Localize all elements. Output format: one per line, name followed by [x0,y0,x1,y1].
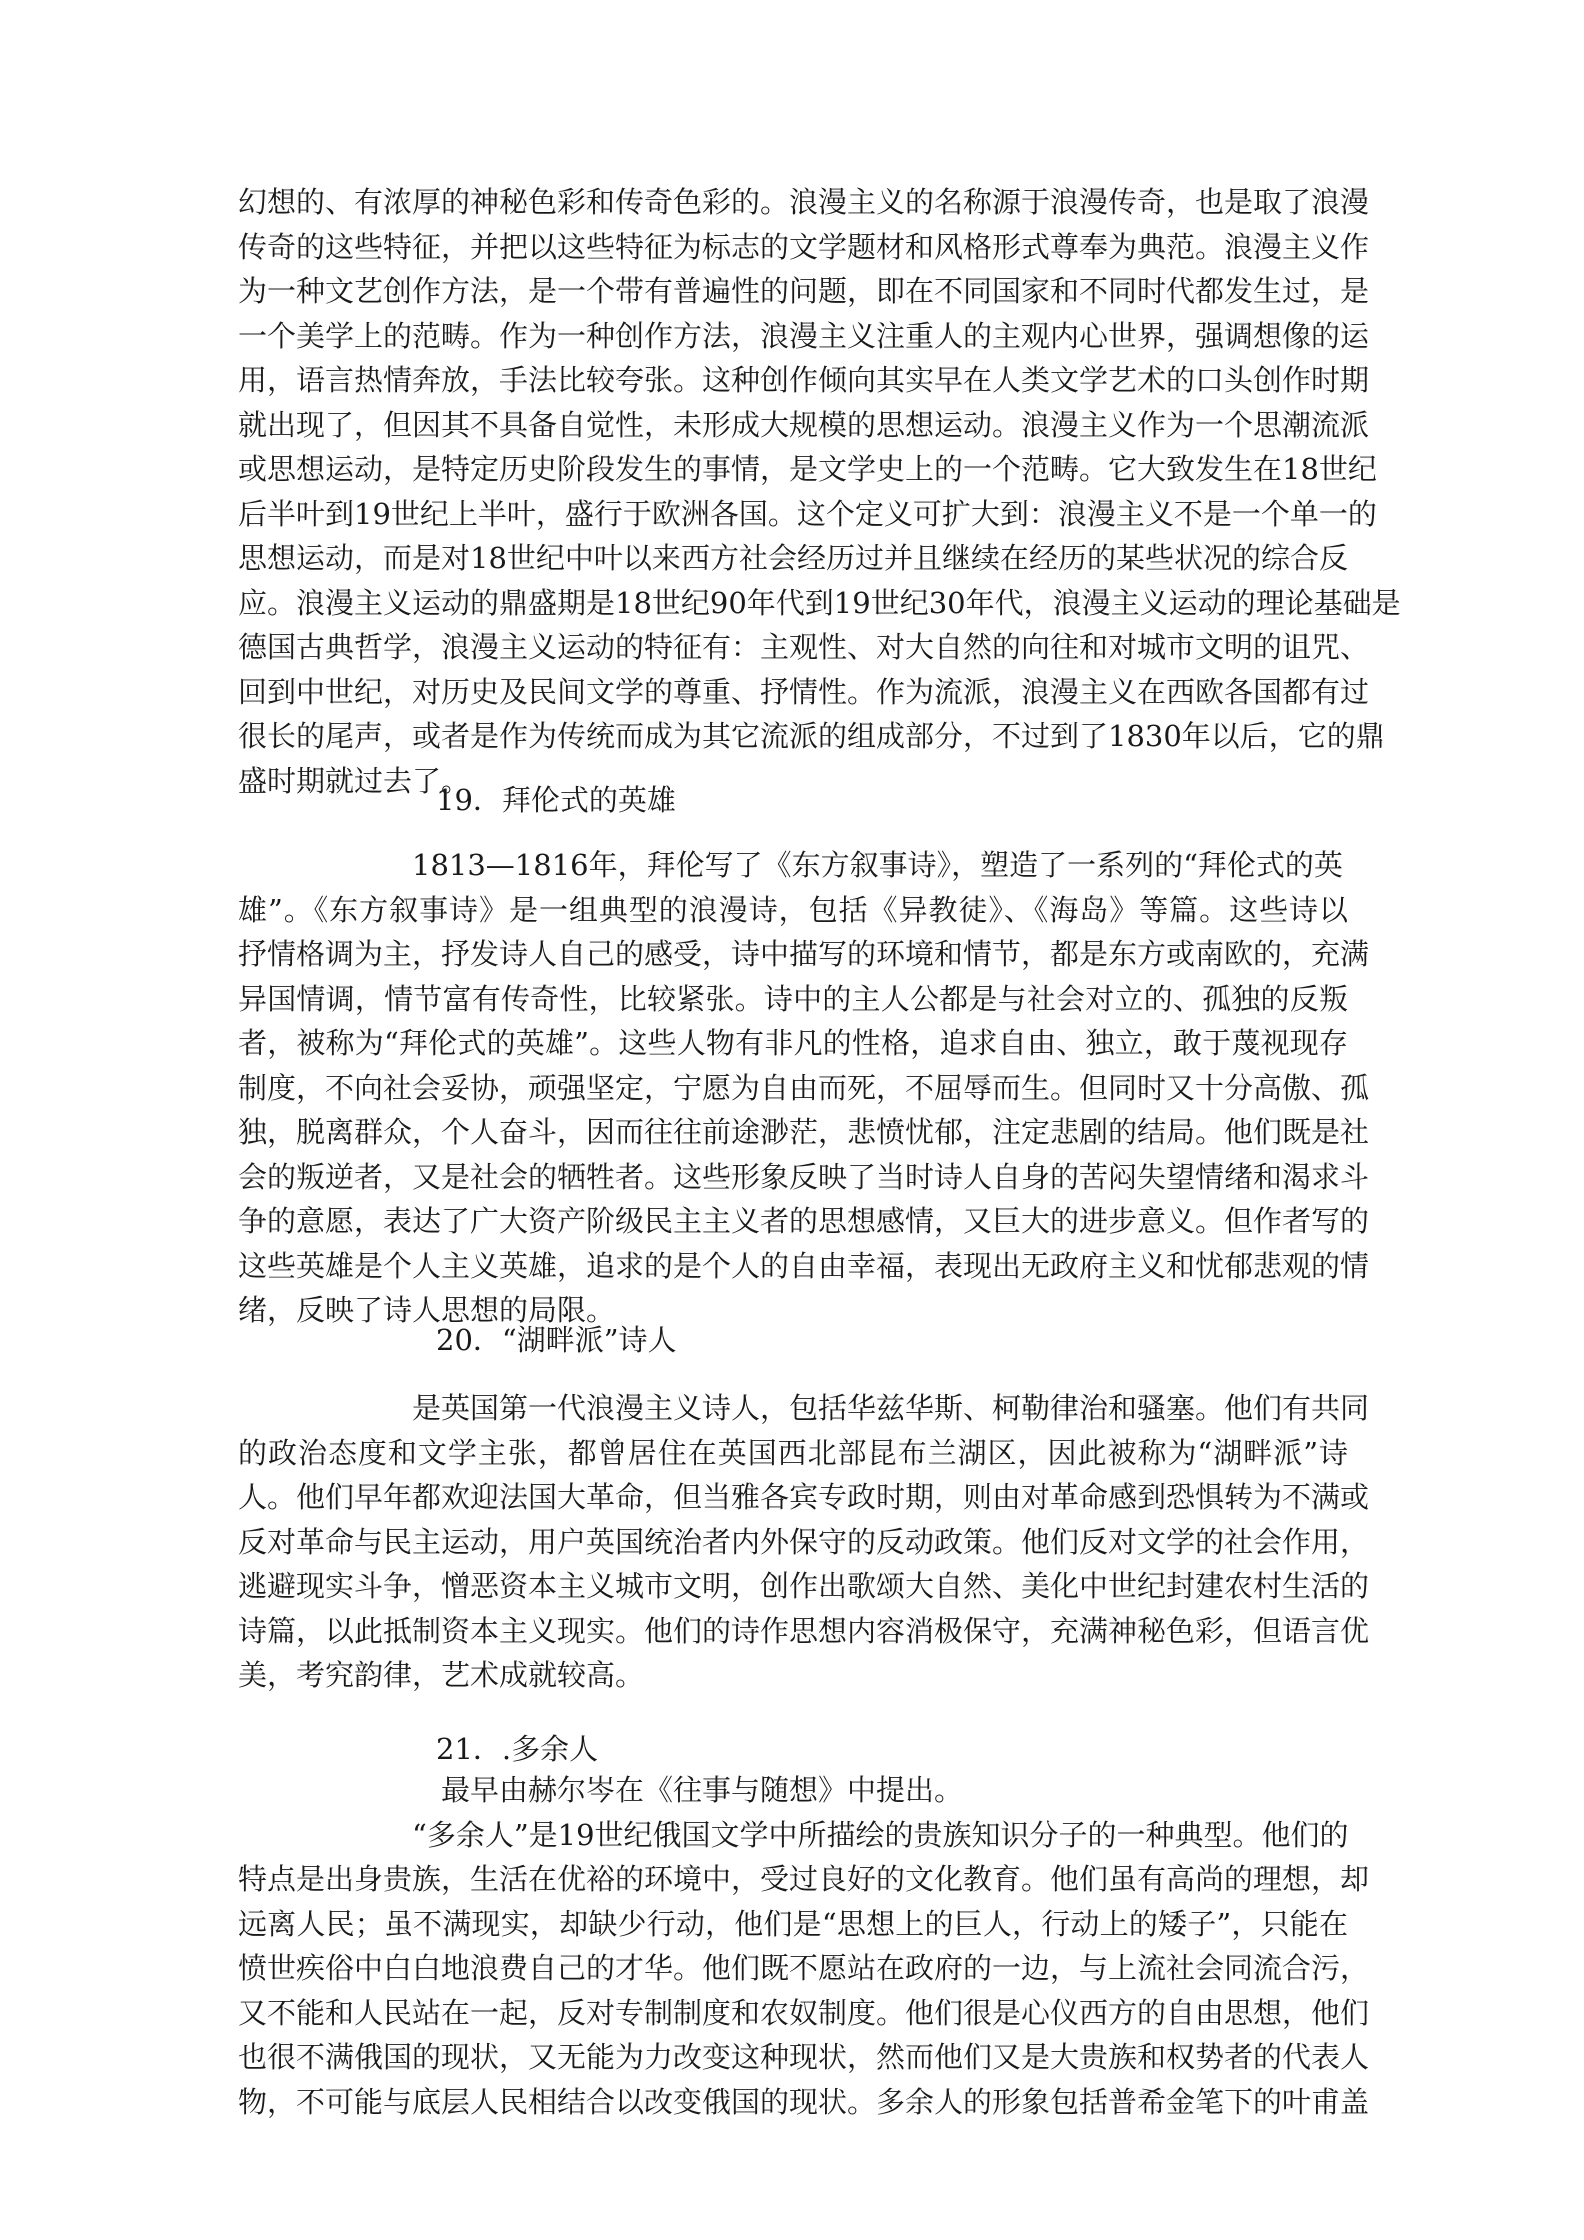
text-line: 传奇的这些特征，并把以这些特征为标志的文学题材和风格形式尊奉为典范。浪漫主义作 [238,229,1370,264]
text-line: 思想运动，而是对18世纪中叶以来西方社会经历过并且继续在经历的某些状况的综合反 [238,541,1348,575]
text-line: 为一种文艺创作方法，是一个带有普遍性的问题，即在不同国家和不同时代都发生过，是 [238,274,1370,308]
text-line: 也很不满俄国的现状，又无能为力改变这种现状，然而他们又是大贵族和权势者的代表人 [238,2040,1370,2074]
text-line: 1813—1816年，拜伦写了《东方叙事诗》，塑造了一系列的“拜伦式的英 [412,848,1343,882]
section-heading-19: 19．拜伦式的英雄 [436,783,676,817]
text-line: 独，脱离群众，个人奋斗，因而往往前途渺茫，悲愤忧郁，注定悲剧的结局。他们既是社 [238,1115,1370,1149]
text-line: 德国古典哲学，浪漫主义运动的特征有：主观性、对大自然的向往和对城市文明的诅咒、 [238,630,1370,664]
text-line: 回到中世纪，对历史及民间文学的尊重、抒情性。作为流派，浪漫主义在西欧各国都有过 [238,674,1370,709]
text-line: 是英国第一代浪漫主义诗人，包括华兹华斯、柯勒律治和骚塞。他们有共同 [412,1391,1370,1425]
paragraph-lake-poets [238,1386,1370,1698]
text-line: 最早由赫尔岑在《往事与随想》中提出。 [441,1773,964,1807]
text-line: 一个美学上的范畴。作为一种创作方法，浪漫主义注重人的主观内心世界，强调想像的运 [238,318,1370,353]
text-line: 应。浪漫主义运动的鼎盛期是18世纪90年代到19世纪30年代，浪漫主义运动的理论基础是 [238,585,1401,620]
text-line: 美，考究韵律，艺术成就较高。 [238,1658,645,1692]
text-line: 逃避现实斗争，憎恶资本主义城市文明，创作出歌颂大自然、美化中世纪封建农村生活的 [238,1569,1370,1603]
text-line: 物，不可能与底层人民相结合以改变俄国的现状。多余人的形象包括普希金笔下的叶甫盖 [238,2084,1370,2119]
text-line: 盛时期就过去了。 [238,763,471,798]
text-line: 雄”。《东方叙事诗》是一组典型的浪漫诗，包括《异教徒》、《海岛》等篇。这些诗以 [238,892,1348,927]
text-line: 愤世疾俗中白白地浪费自己的才华。他们既不愿站在政府的一边，与上流社会同流合污， [238,1951,1370,1985]
text-line: 诗篇，以此抵制资本主义现实。他们的诗作思想内容消极保守，充满神秘色彩，但语言优 [238,1613,1370,1648]
text-line: 特点是出身贵族，生活在优裕的环境中，受过良好的文化教育。他们虽有高尚的理想，却 [238,1862,1370,1896]
text-line: 后半叶到19世纪上半叶，盛行于欧洲各国。这个定义可扩大到：浪漫主义不是一个单一的 [238,496,1377,531]
text-line: 就出现了，但因其不具备自觉性，未形成大规模的思想运动。浪漫主义作为一个思潮流派 [238,407,1370,442]
text-line: 抒情格调为主，抒发诗人自己的感受，诗中描写的环境和情节，都是东方或南欧的，充满 [238,937,1370,971]
text-line: 幻想的、有浓厚的神秘色彩和传奇色彩的。浪漫主义的名称源于浪漫传奇，也是取了浪漫 [238,185,1370,219]
paragraph-byronic-hero [238,843,1370,1333]
section-heading-20: 20．“湖畔派”诗人 [436,1323,677,1357]
text-line: 远离人民；虽不满现实，却缺少行动，他们是“思想上的巨人，行动上的矮子”，只能在 [238,1906,1348,1941]
text-line: 又不能和人民站在一起，反对专制制度和农奴制度。他们很是心仪西方的自由思想，他们 [238,1995,1370,2030]
text-line: 的政治态度和文学主张，都曾居住在英国西北部昆布兰湖区，因此被称为“湖畔派”诗 [238,1435,1348,1470]
text-line: 反对革命与民主运动，用户英国统治者内外保守的反动政策。他们反对文学的社会作用， [238,1524,1370,1559]
text-line: 这些英雄是个人主义英雄，追求的是个人的自由幸福，表现出无政府主义和忧郁悲观的情 [238,1248,1370,1283]
text-line: 人。他们早年都欢迎法国大革命，但当雅各宾专政时期，则由对革命感到恐惧转为不满或 [238,1480,1370,1514]
text-line: 会的叛逆者，又是社会的牺牲者。这些形象反映了当时诗人自身的苦闷失望情绪和渴求斗 [238,1159,1370,1194]
text-line: 者，被称为“拜伦式的英雄”。这些人物有非凡的性格，追求自由、独立，敢于蔑视现存 [238,1026,1348,1060]
text-line: 制度，不向社会妥协，顽强坚定，宁愿为自由而死，不屈辱而生。但同时又十分高傲、孤 [238,1070,1370,1105]
text-line: “多余人”是19世纪俄国文学中所描绘的贵族知识分子的一种典型。他们的 [412,1817,1349,1852]
text-line: 很长的尾声，或者是作为传统而成为其它流派的组成部分，不过到了1830年以后，它的鼎 [238,719,1385,753]
text-line: 异国情调，情节富有传奇性，比较紧张。诗中的主人公都是与社会对立的、孤独的反叛 [238,981,1348,1016]
paragraph-superfluous-man [238,1768,1370,2124]
text-line: 争的意愿，表达了广大资产阶级民主主义者的思想感情，又巨大的进步意义。但作者写的 [238,1204,1370,1238]
section-heading-21: 21．.多余人 [436,1732,599,1766]
paragraph-romanticism [238,180,1401,803]
text-line: 绪，反映了诗人思想的局限。 [238,1293,616,1327]
text-line: 用，语言热情奔放，手法比较夸张。这种创作倾向其实早在人类文学艺术的口头创作时期 [238,363,1370,397]
text-line: 或思想运动，是特定历史阶段发生的事情，是文学史上的一个范畴。它大致发生在18世纪 [238,452,1377,486]
